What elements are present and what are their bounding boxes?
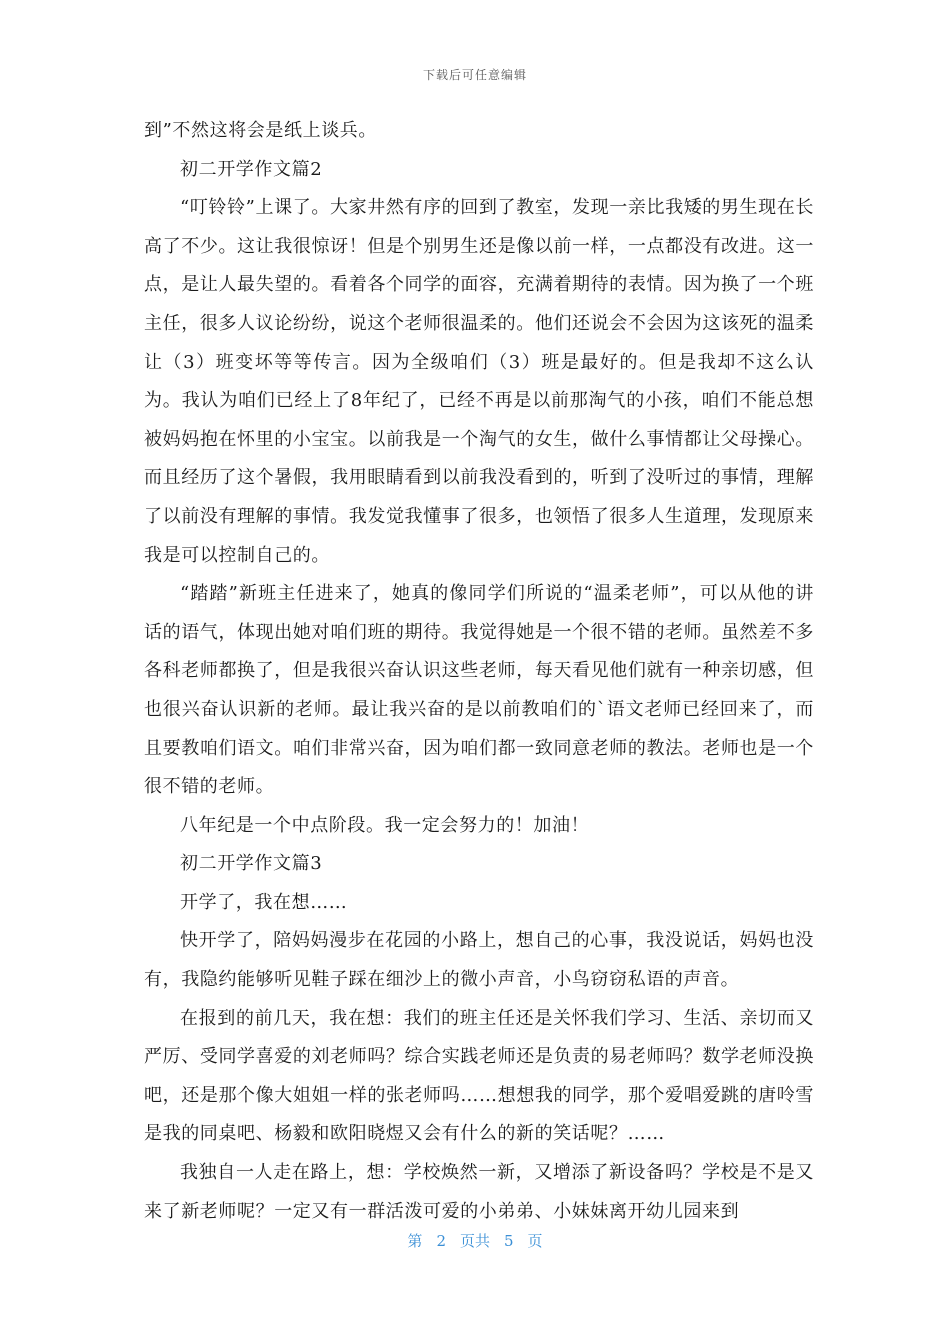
total-pages-number: 5 <box>504 1232 514 1250</box>
footer-suffix: 页 <box>527 1232 543 1250</box>
paragraph: “叮铃铃”上课了。大家井然有序的回到了教室，发现一亲比我矮的男生现在长高了不少。这让我很惊讶！但是个别男生还是像以前一样，一点都没有改进。这一点，是让人最失望的。看着各个同学的面容，充满着期待的表情。因为换了一个班主任，很多人议论纷纷，说这个老师很温柔的。他们还说会不会因为这该死的温柔让（3）班变坏等等传言。因为全级咱们（3）班是最好的。但是我却不这么认为。我认为咱们已经上了8年纪了，已经不再是以前那淘气的小孩，咱们不能总想被妈妈抱在怀里的小宝宝。以前我是一个淘气的女生，做什么事情都让父母操心。而且经历了这个暑假，我用眼睛看到以前我没看到的，听到了没听过的事情，理解了以前没有理解的事情。我发觉我懂事了很多，也领悟了很多人生道理，发现原来我是可以控制自己的。 <box>144 197 814 566</box>
paragraph: 八年纪是一个中点阶段。我一定会努力的！加油！ <box>180 814 590 836</box>
document-body <box>144 112 814 1231</box>
footer-middle: 页共 <box>459 1232 490 1250</box>
section-heading-2: 初二开学作文篇2 <box>180 158 323 180</box>
page-number-footer <box>0 1230 950 1251</box>
paragraph: 开学了，我在想…… <box>180 891 348 913</box>
paragraph: “踏踏”新班主任进来了，她真的像同学们所说的“温柔老师”，可以从他的讲话的语气，体现出她对咱们班的期待。我觉得她是一个很不错的老师。虽然差不多各科老师都换了，但是我很兴奋认识这些老师，每天看见他们就有一种亲切感，但也很兴奋认识新的老师。最让我兴奋的是以前教咱们的`语文老师已经回来了，而且要教咱们语文。咱们非常兴奋，因为咱们都一致同意老师的教法。老师也是一个很不错的老师。 <box>144 583 814 798</box>
paragraph-continuation: 到”不然这将会是纸上谈兵。 <box>144 120 378 141</box>
paragraph: 在报到的前几天，我在想：我们的班主任还是关怀我们学习、生活、亲切而又严厉、受同学喜爱的刘老师吗？综合实践老师还是负责的易老师吗？数学老师没换吧，还是那个像大姐姐一样的张老师吗……想想我的同学，那个爱唱爱跳的唐呤雪是我的同桌吧、杨毅和欧阳晓煜又会有什么的新的笑话呢？…… <box>144 1007 814 1145</box>
download-note: 下载后可任意编辑 <box>422 68 527 82</box>
paragraph: 快开学了，陪妈妈漫步在花园的小路上，想自己的心事，我没说话，妈妈也没有，我隐约能够听见鞋子踩在细沙上的微小声音，小鸟窃窃私语的声音。 <box>144 930 814 991</box>
paragraph: 我独自一人走在路上，想：学校焕然一新，又增添了新设备吗？学校是不是又来了新老师呢？一定又有一群活泼可爱的小弟弟、小妹妹离开幼儿园来到 <box>144 1162 814 1222</box>
footer-prefix: 第 <box>407 1232 423 1250</box>
current-page-number: 2 <box>436 1232 446 1250</box>
section-heading-3: 初二开学作文篇3 <box>180 853 323 875</box>
